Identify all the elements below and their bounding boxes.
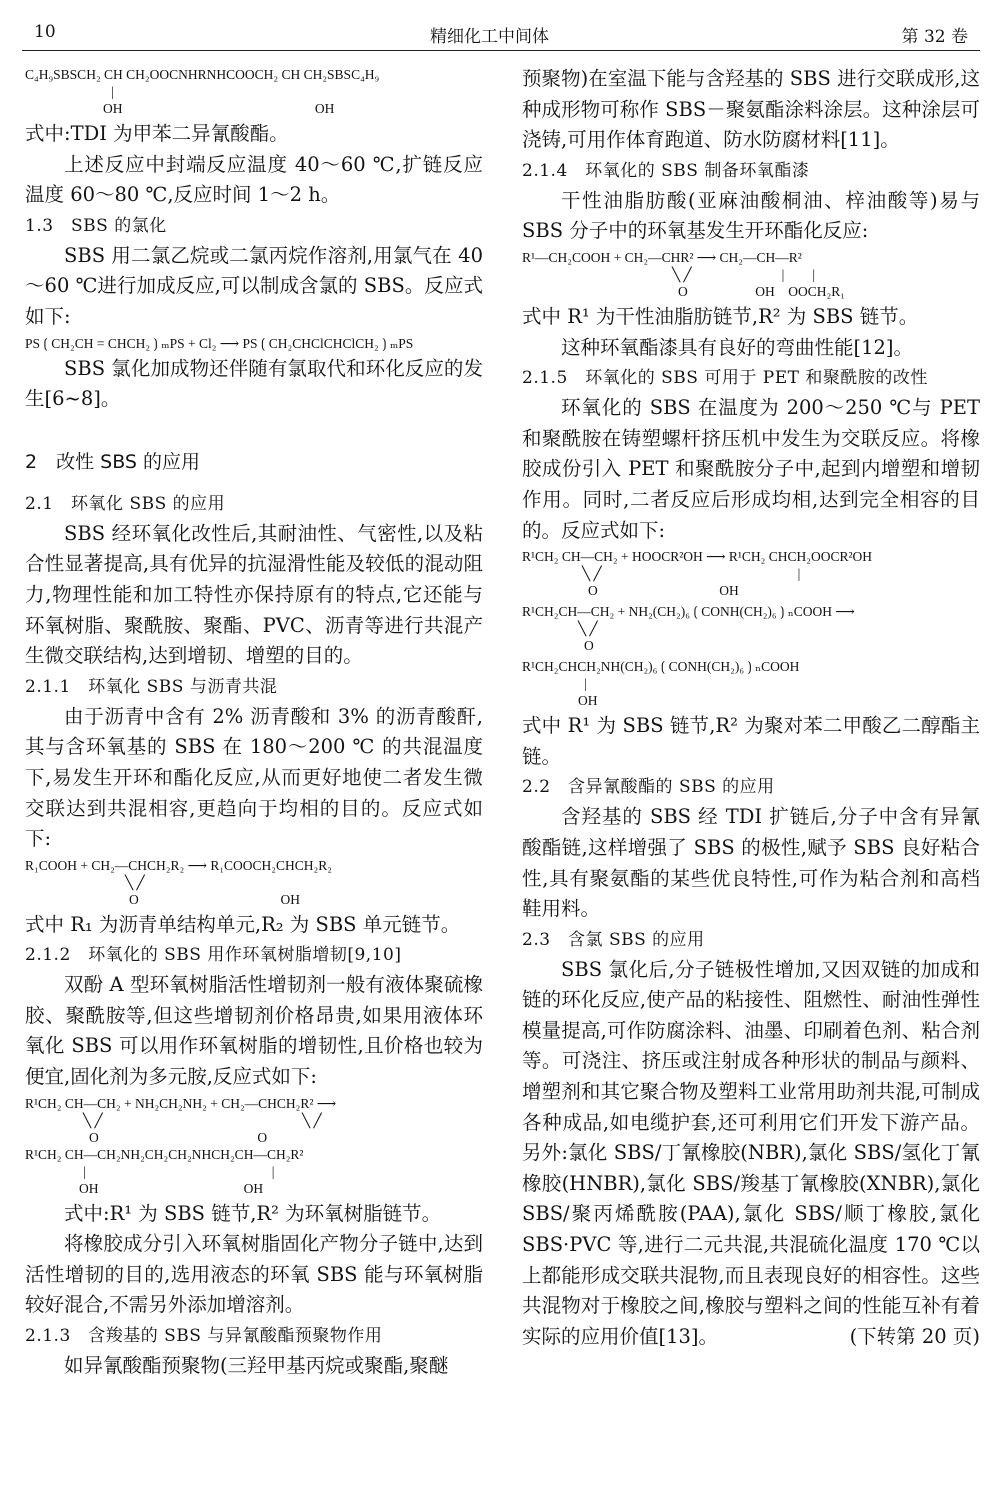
paragraph: 双酚 A 型环氧树脂活性增韧剂一般有液体聚硫橡胶、聚酰胺等,但这些增韧剂价格昂贵,如果用液体环氧化 SBS 可以用作环氧树脂的增韧性,且价格也较为便宜,固化剂为多元胺,反应式如下: <box>25 973 483 1089</box>
paragraph: SBS 经环氧化改性后,其耐油性、气密性,以及粘合性显著提高,具有优异的抗湿滑性能及较低的混动阻力,物理性能和加工特性亦保持原有的特点,它还能与环氧树脂、聚酰胺、聚酯、PVC、沥青等进行共混产生微交联结构,达到增韧、增塑的目的。 <box>25 521 483 668</box>
page-number: 10 <box>34 22 56 42</box>
section-heading-1-3: 1.3 SBS 的氯化 <box>25 215 167 236</box>
paragraph: SBS 氯化加成物还伴随有氯取代和环化反应的发生[6~8]。 <box>25 356 483 411</box>
section-heading-2-1-5: 2.1.5 环氧化的 SBS 可用于 PET 和聚酰胺的改性 <box>522 368 928 389</box>
paragraph: 含羟基的 SBS 经 TDI 扩链后,分子中含有异氰酸酯链,这样增强了 SBS 的极性,赋予 SBS 良好粘合性,具有聚氨酯的某些优良特性,可作为粘合剂和高档鞋用料。 <box>522 805 980 921</box>
section-heading-2-1-1: 2.1.1 环氧化 SBS 与沥青共混 <box>25 676 278 697</box>
paragraph: SBS 氯化后,分子链极性增加,又因双链的加成和链的环化反应,使产品的粘接性、阻燃性、耐油性弹性模量提高,可作防腐涂料、油墨、印刷着色剂、粘合剂等。可浇注、挤压或注射成各种形状的制品与颜料、增塑剂和其它聚合物及塑料工业常用助剂共混,可制成各种成品,如电缆护套,还可利用它们开发下游产品。另外:氯化 SBS/丁氰橡胶(NBR),氯化 SBS/氢化丁氰橡胶(HNBR),氯化 SBS/羧基丁氰橡胶(XNBR),氯化 SBS/聚丙烯酰胺(PAA),氯化 SBS/顺丁橡胶,氯化 SBS·PVC 等,进行二元共混,共混硫化温度 170 ℃以上都能形成交联共混物,而且表现良好的相容性。这些共混物对于橡胶之间,橡胶与塑料之间的性能互补有着实际的应用价值[13]。 <box>522 957 980 1348</box>
section-heading-2-1-4: 2.1.4 环氧化的 SBS 制备环氧酯漆 <box>522 160 810 181</box>
paragraph: 干性油脂肪酸(亚麻油酸桐油、梓油酸等)易与 SBS 分子中的环氧基发生开环酯化反应: <box>522 188 980 243</box>
volume-label: 第 32 卷 <box>901 27 968 47</box>
paragraph: 将橡胶成分引入环氧树脂固化产物分子链中,达到活性增韧的目的,选用液态的环氧 SBS 能与环氧树脂较好混合,不需另外添加增溶剂。 <box>25 1232 483 1317</box>
paragraph: SBS 用二氯乙烷或二氯丙烷作溶剂,用氯气在 40～60 ℃进行加成反应,可以制成含氯的 SBS。反应式如下: <box>25 243 483 328</box>
equation-chlorination: PS ⟮ CH₂CH = CHCH₂ ⟯ ₘPS + Cl₂ ⟶ PS ⟮ CH₂CHClCHClCH₂ ⟯ ₘPS <box>25 335 414 351</box>
section-heading-2-1: 2.1 环氧化 SBS 的应用 <box>25 493 226 514</box>
equation-asphalt: R₁COOH + CH₂—CHCH₂R₂ ⟶ R₁COOCH₂CHCH₂R₂ ╲ ╱ O OH <box>25 857 332 907</box>
journal-title: 精细化工中间体 <box>430 27 549 47</box>
equation-ester: R¹—CH₂COOH + CH₂—CHR² ⟶ CH₂—CH—R² ╲ ╱ | | O OH OOCH₂R₁ <box>522 249 845 299</box>
left-column <box>25 64 483 1382</box>
paragraph: 上述反应中封端反应温度 40～60 ℃,扩链反应温度 60～80 ℃,反应时间 1～2 h。 <box>25 152 483 207</box>
paragraph: 由于沥青中含有 2% 沥青酸和 3% 的沥青酸酐,其与含环氧基的 SBS 在 180～200 ℃ 的共混温度下,易发生开环和酯化反应,从而更好地使二者发生微交联达到共混相容,更趋向于均相的目的。反应式如下: <box>25 704 483 851</box>
section-heading-2-1-3: 2.1.3 含羧基的 SBS 与异氰酸酯预聚物作用 <box>25 1326 383 1347</box>
right-column <box>522 64 980 1353</box>
equation-note: 式中:R¹ 为 SBS 链节,R² 为环氧树脂链节。 <box>64 1201 442 1225</box>
section-heading-2-3: 2.3 含氯 SBS 的应用 <box>522 929 705 950</box>
equation-tdi: C₄H₉SBSCH₂ CH CH₂OOCNHRNHCOOCH₂ CH CH₂SBSC₄H₉ | OH OH <box>25 67 380 116</box>
paragraph: 这种环氧酯漆具有良好的弯曲性能[12]。 <box>561 335 914 359</box>
equation-note: 式中 R¹ 为 SBS 链节,R² 为聚对苯二甲酸乙二醇酯主链。 <box>522 714 980 768</box>
paragraph: 预聚物)在室温下能与含羟基的 SBS 进行交联成形,这种成形物可称作 SBS－聚氨酯涂料涂层。这种涂层可浇铸,可用作体育跑道、防水防腐材料[11]。 <box>522 67 980 152</box>
section-heading-2-2: 2.2 含异氰酸酯的 SBS 的应用 <box>522 777 775 798</box>
equation-note: 式中:TDI 为甲苯二异氰酸酯。 <box>25 122 289 145</box>
section-heading-2: 2 改性 SBS 的应用 <box>25 450 200 473</box>
paragraph: 如异氰酸酯预聚物(三羟甲基丙烷或聚酯,聚醚 <box>64 1354 449 1378</box>
equation-epoxy-curing: R¹CH₂ CH—CH₂ + NH₂CH₂NH₂ + CH₂—CHCH₂R² ⟶ ╲ ╱ ╲ ╱ O O R¹CH₂ CH—CH₂NH₂CH₂CH₂NHCH₂CH—CH₂R² | | OH OH <box>25 1095 337 1196</box>
paragraph: 环氧化的 SBS 在温度为 200～250 ℃与 PET 和聚酰胺在铸塑螺杆挤压机中发生为交联反应。将橡胶成份引入 PET 和聚酰胺分子中,起到内增塑和增韧作用。同时,二者反应后形成均相,达到完全相容的目的。反应式如下: <box>522 396 980 542</box>
equation-note: 式中 R₁ 为沥青单结构单元,R₂ 为 SBS 单元链节。 <box>25 912 461 936</box>
section-heading-2-1-2: 2.1.2 环氧化的 SBS 用作环氧树脂增韧[9,10] <box>25 945 402 966</box>
equation-note: 式中 R¹ 为干性油脂肪链节,R² 为 SBS 链节。 <box>522 304 919 328</box>
equation-pet-polyamide: R¹CH₂ CH—CH₂ + HOOCR²OH ⟶ R¹CH₂ CHCH₂OOCR²OH ╲ ╱ | O OH R¹CH₂CH—CH₂ + NH₂(CH₂)₆ ⟮ CONH(CH₂)₆ ⟯ ₙCOOH ⟶ ╲ ╱ O R¹CH₂CHCH₂NH(CH₂)₆ ⟮ CONH(CH₂)₆ ⟯ ₙCOOH | OH <box>522 549 873 709</box>
continued-note: (下转第 20 页) <box>849 1325 980 1349</box>
header-rule <box>22 50 980 51</box>
